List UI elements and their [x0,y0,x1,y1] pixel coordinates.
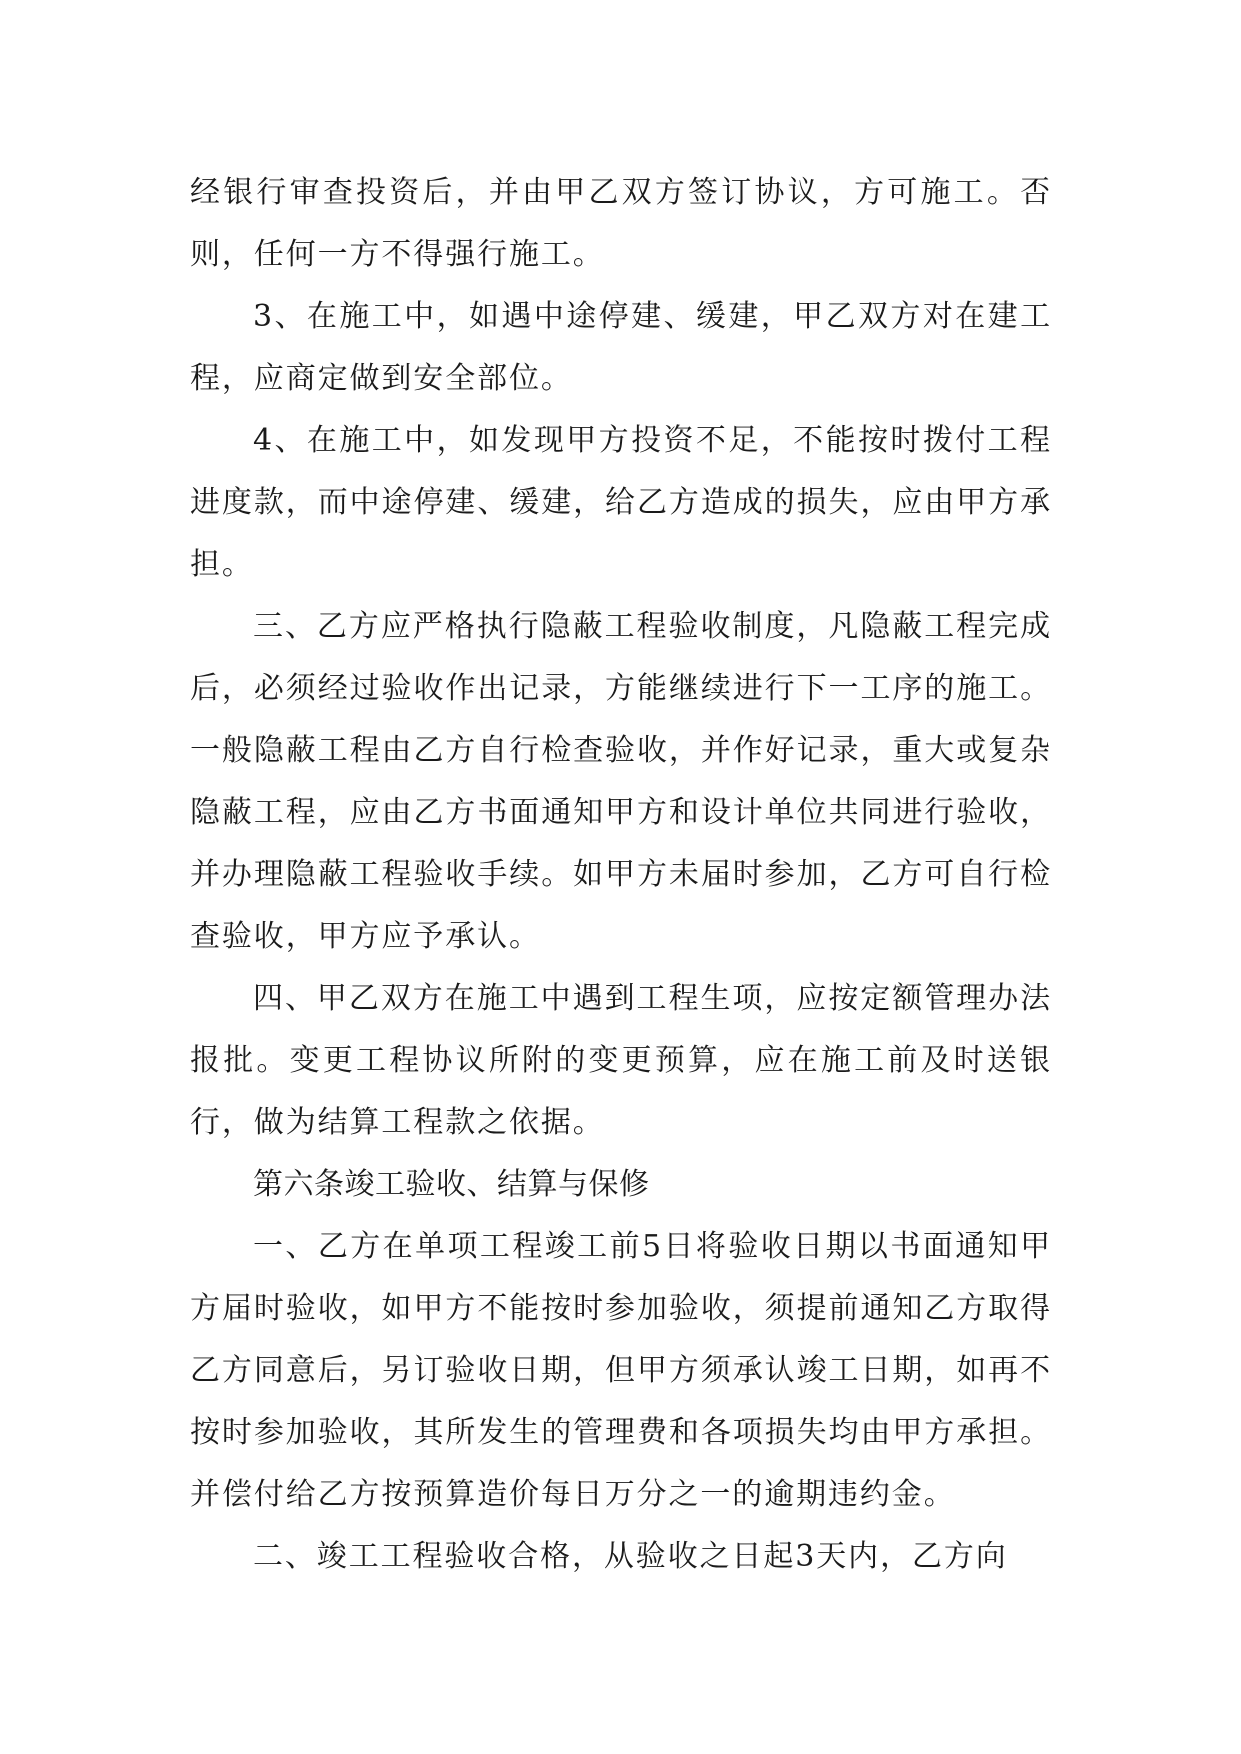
document-body [190,162,1052,1588]
paragraph-clause-3: 3、在施工中，如遇中途停建、缓建，甲乙双方对在建工程，应商定做到安全部位。 [190,299,1052,396]
paragraph-section-3: 三、乙方应严格执行隐蔽工程验收制度，凡隐蔽工程完成后，必须经过验收作出记录，方能继续进行下一工序的施工。一般隐蔽工程由乙方自行检查验收，并作好记录，重大或复杂隐蔽工程，应由乙方书面通知甲方和设计单位共同进行验收，并办理隐蔽工程验收手续。如甲方未届时参加，乙方可自行检查验收，甲方应予承认。 [190,609,1052,954]
paragraph-clause-4: 4、在施工中，如发现甲方投资不足，不能按时拨付工程进度款，而中途停建、缓建，给乙方造成的损失，应由甲方承担。 [190,423,1052,582]
paragraph-continuation: 经银行审查投资后，并由甲乙双方签订协议，方可施工。否则，任何一方不得强行施工。 [190,175,1052,272]
paragraph-section-4: 四、甲乙双方在施工中遇到工程生项，应按定额管理办法报批。变更工程协议所附的变更预算，应在施工前及时送银行，做为结算工程款之依据。 [190,981,1052,1140]
article-6-heading: 第六条竣工验收、结算与保修 [253,1167,650,1202]
paragraph-article-6-item-2: 二、竣工工程验收合格，从验收之日起3天内，乙方向 [253,1539,1008,1574]
paragraph-article-6-item-1: 一、乙方在单项工程竣工前5日将验收日期以书面通知甲方届时验收，如甲方不能按时参加验收，须提前通知乙方取得乙方同意后，另订验收日期，但甲方须承认竣工日期，如再不按时参加验收，其所发生的管理费和各项损失均由甲方承担。并偿付给乙方按预算造价每日万分之一的逾期违约金。 [190,1229,1052,1512]
